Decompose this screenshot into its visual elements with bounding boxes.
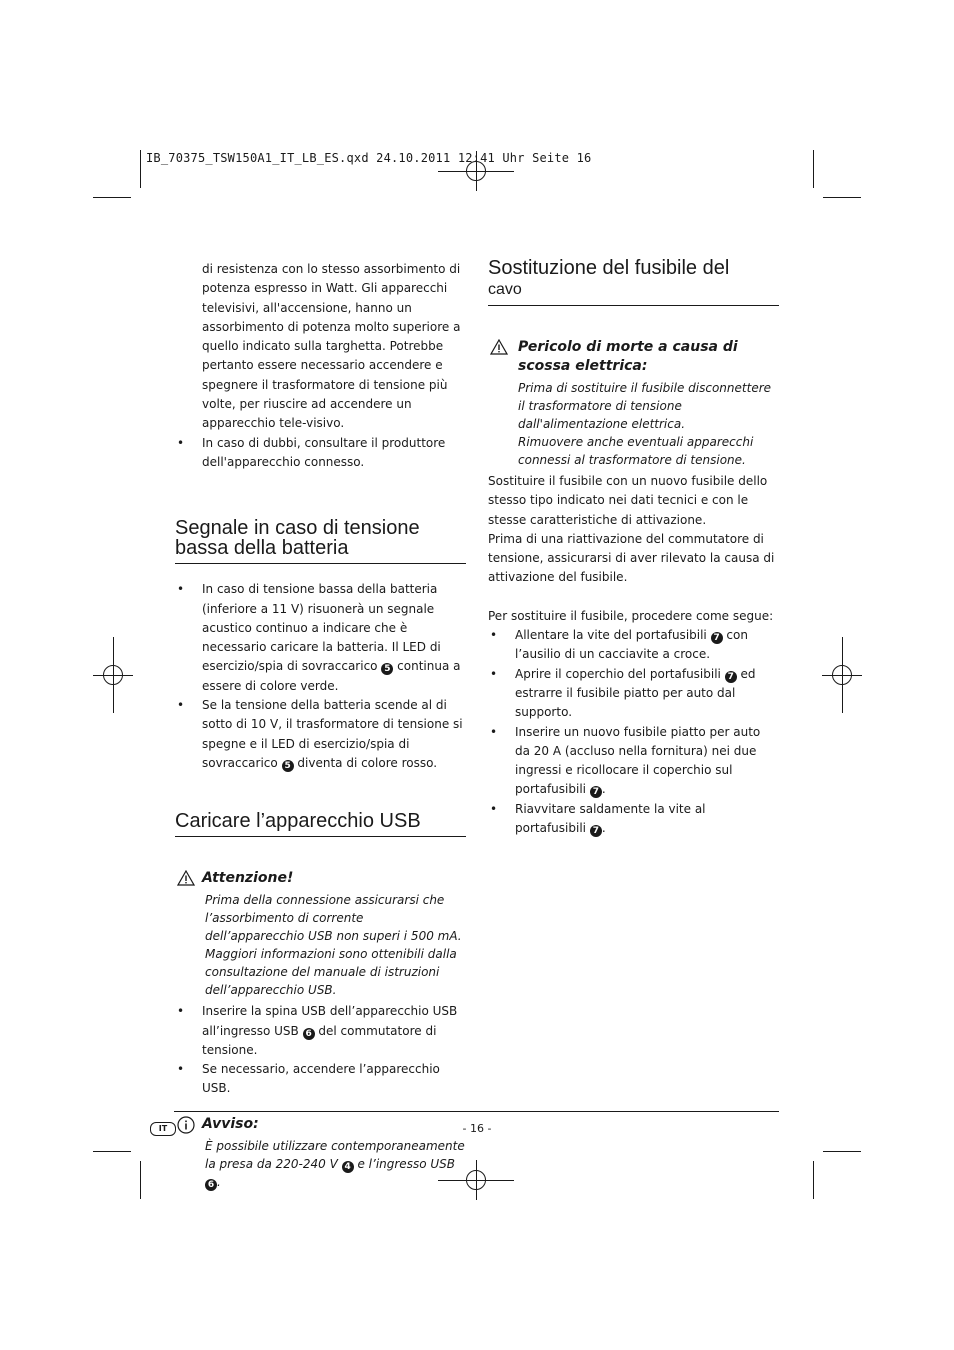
- callout-number: 5: [381, 663, 393, 675]
- callout-number: 4: [342, 1161, 354, 1173]
- right-column: [488, 258, 779, 838]
- notice-text: È possibile utilizzare contemporaneamente la presa da 220-240 V 4 e l’ingresso USB 6 .: [205, 1138, 465, 1190]
- callout-number: 7: [590, 786, 602, 798]
- crop-mark: [140, 1161, 141, 1199]
- crop-mark: [140, 150, 141, 188]
- registration-circle: [103, 665, 123, 685]
- list: [488, 626, 779, 838]
- callout-number: 5: [282, 760, 294, 772]
- crop-mark: [823, 197, 861, 198]
- left-column: [175, 260, 466, 1191]
- danger-text: Rimuovere anche eventuali apparecchi connessi al trasformatore di tensione.: [518, 435, 754, 467]
- list: [175, 580, 466, 773]
- list-item: • In caso di tensione bassa della batteria (inferiore a 11 V) risuonerà un segnale acustico continuo a indicare che è necessario caricare la batteria. Il LED di esercizio/spia di sovraccarico 5 continua a essere di colore verde.: [175, 580, 466, 696]
- callout-number: 7: [711, 632, 723, 644]
- list-item: • In caso di dubbi, consultare il produttore dell'apparecchio connesso.: [175, 434, 466, 473]
- crop-mark: [823, 1151, 861, 1152]
- callout-number: 6: [205, 1179, 217, 1191]
- paragraph: Per sostituire il fusibile, procedere come segue:: [488, 608, 774, 623]
- list-item: • Inserire la spina USB dell’apparecchio USB all’ingresso USB 6 del commutatore di tensione.: [175, 1002, 466, 1060]
- list-item: • Se la tensione della batteria scende al di sotto di 10 V, il trasformatore di tensione si spegne e il LED di esercizio/spia di sovraccarico 5 diventa di colore rosso.: [175, 696, 466, 773]
- list-item: • Inserire un nuovo fusibile piatto per auto da 20 A (accluso nella fornitura) nei due ingressi e ricollocare il coperchio sul portafusibili 7 .: [488, 723, 779, 800]
- list-item: • Riavvitare saldamente la vite al portafusibili 7 .: [488, 800, 779, 839]
- crop-mark: [813, 1161, 814, 1199]
- paragraph: Sostituire il fusibile con un nuovo fusibile dello stesso tipo indicato nei dati tecnici e con le stesse caratteristiche di attivazione.: [488, 474, 768, 527]
- section-heading-low-battery: Segnale in caso di tensione bassa della batteria: [175, 518, 466, 564]
- crop-mark: [813, 150, 814, 188]
- callout-number: 7: [590, 825, 602, 837]
- language-badge: IT: [150, 1122, 176, 1136]
- page-number: - 16 -: [462, 1122, 492, 1135]
- danger-title: Pericolo di morte a causa di scossa elettrica:: [488, 338, 779, 376]
- list-item: • Aprire il coperchio del portafusibili 7 ed estrarre il fusibile piatto per auto dal supporto.: [488, 665, 779, 723]
- crop-mark: [93, 1151, 131, 1152]
- footer-divider: [174, 1111, 779, 1112]
- warning-title: Attenzione!: [175, 869, 466, 888]
- warning-text: Prima della connessione assicurarsi che l’assorbimento di corrente dell’apparecchio USB non superi i 500 mA. Maggiori informazioni sono ottenibili dalla consultazione del manuale di istruzioni dell’apparecchio USB.: [205, 893, 462, 998]
- section-heading-usb: Caricare l’apparecchio USB: [175, 811, 466, 837]
- paragraph: Prima di una riattivazione del commutatore di tensione, assicurarsi di aver rilevato la causa di attivazione del fusibile.: [488, 531, 775, 585]
- callout-number: 7: [725, 671, 737, 683]
- list-item: • Se necessario, accendere l’apparecchio USB.: [175, 1060, 466, 1099]
- print-slug: IB_70375_TSW150A1_IT_LB_ES.qxd 24.10.2011 12:41 Uhr Seite 16: [146, 151, 592, 165]
- danger-text: Prima di sostituire il fusibile disconnettere il trasformatore di tensione dall'alimentazione elettrica.: [518, 381, 772, 431]
- registration-circle: [832, 665, 852, 685]
- intro-paragraph: di resistenza con lo stesso assorbimento di potenza espresso in Watt. Gli apparecchi televisivi, all'accensione, hanno un assorbimento di potenza molto superiore a quello indicato sulla targhetta. Potrebbe pertanto essere necessario accendere e spegnere il trasformatore di tensione più volte, per riuscire ad accendere un apparecchio tele-visivo.: [202, 262, 461, 431]
- registration-circle: [466, 1170, 486, 1190]
- callout-number: 6: [303, 1028, 315, 1040]
- crop-mark: [93, 197, 131, 198]
- list: [175, 1002, 466, 1098]
- list-item: • Allentare la vite del portafusibili 7 con l’ausilio di un cacciavite a croce.: [488, 626, 779, 665]
- section-heading-fuse: Sostituzione del fusibile del cavo: [488, 258, 779, 306]
- warning-triangle-icon: [177, 870, 195, 892]
- notice-title: Avviso:: [175, 1115, 466, 1134]
- warning-triangle-icon: [490, 339, 508, 361]
